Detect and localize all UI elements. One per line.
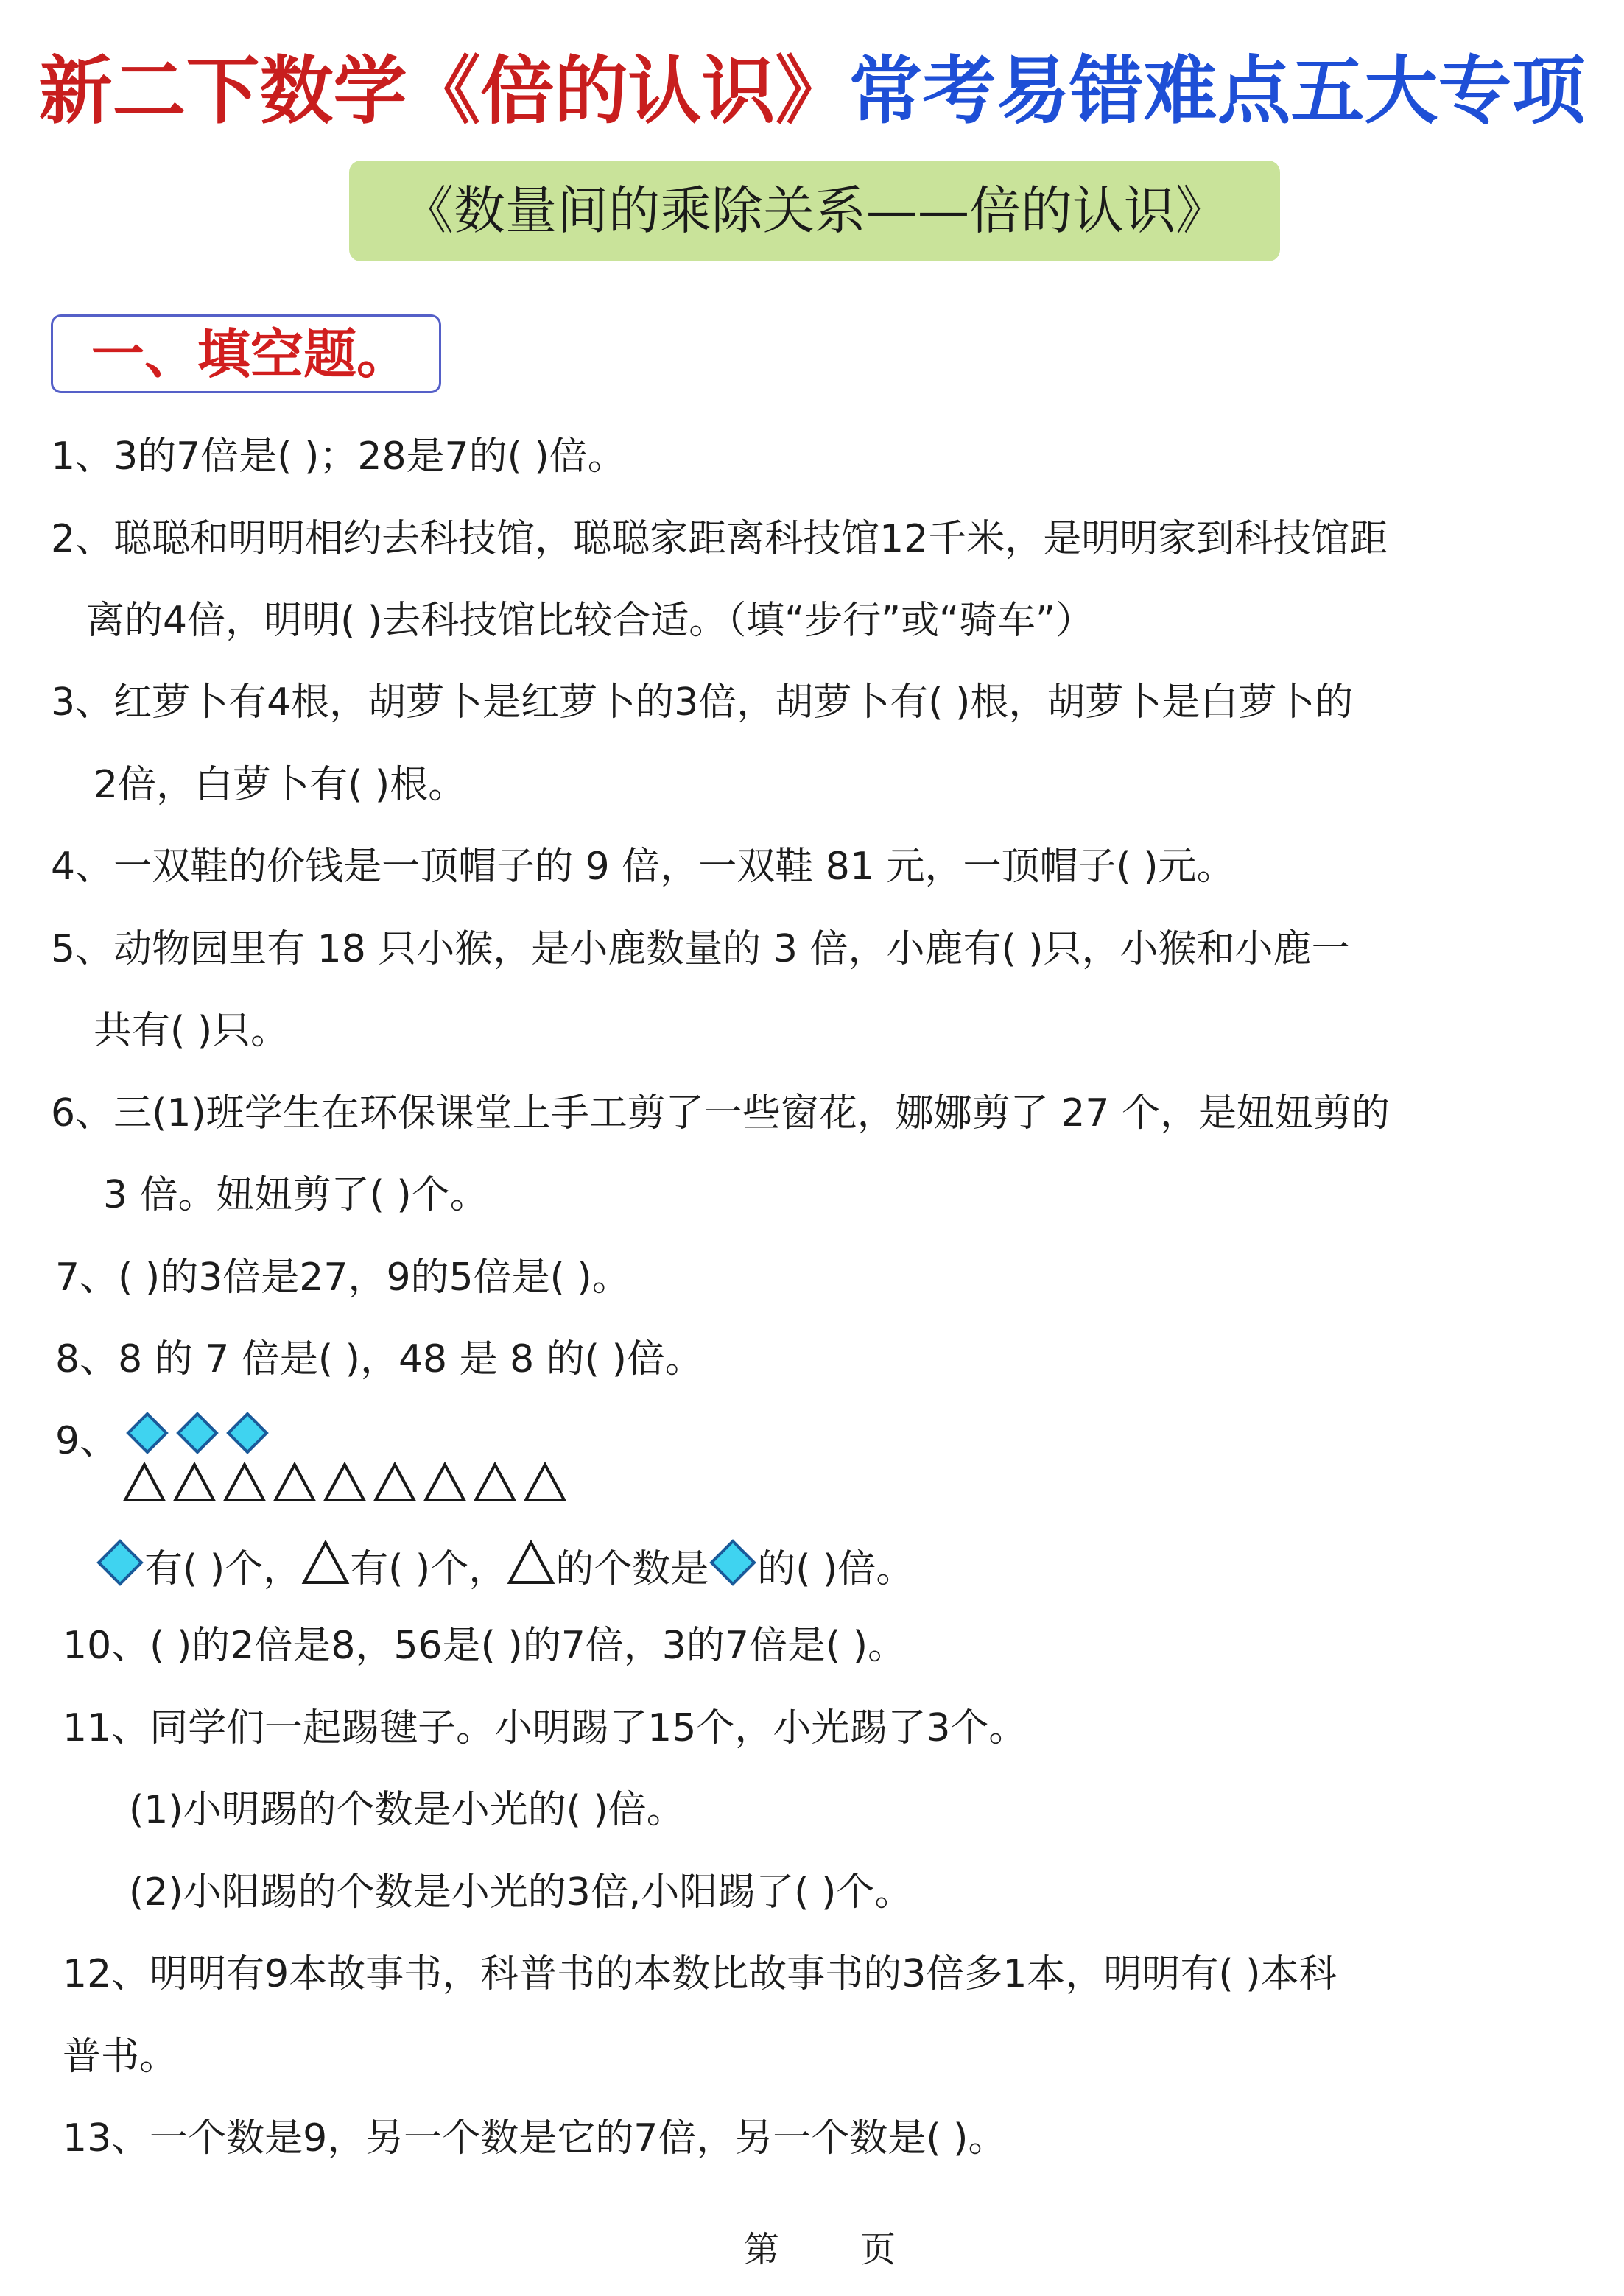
title-part-blue: 常考易错难点五大专项 — [848, 47, 1586, 134]
q9-triangle-count-text: 有( )个， — [350, 1546, 507, 1591]
question-5-line-2: 共有( )只。 — [94, 1009, 289, 1053]
question-9-number: 9、 — [55, 1419, 119, 1463]
question-10: 10、( )的2倍是8，56是( )的7倍，3的7倍是( )。 — [63, 1624, 907, 1668]
triangle-icon — [426, 1465, 464, 1500]
triangle-icon — [376, 1465, 414, 1500]
triangle-icon — [326, 1465, 364, 1500]
diamond-icon — [96, 1538, 144, 1604]
question-12-line-2: 普书。 — [63, 2035, 178, 2079]
question-11-part-1: (1)小明踢的个数是小光的( )倍。 — [129, 1788, 685, 1832]
question-4: 4、一双鞋的价钱是一顶帽子的 9 倍，一双鞋 81 元，一顶帽子( )元。 — [51, 845, 1235, 889]
question-5-line-1: 5、动物园里有 18 只小猴，是小鹿数量的 3 倍，小鹿有( )只，小猴和小鹿一 — [51, 927, 1350, 971]
triangle-icon — [225, 1465, 264, 1500]
diamond-icon — [128, 1414, 166, 1452]
footer-right: 页 — [860, 2229, 896, 2270]
section-heading: 一、填空题。 — [51, 314, 441, 393]
q9-times-text: 的( )倍。 — [757, 1546, 915, 1591]
question-9-answer — [96, 1538, 914, 1604]
question-13: 13、一个数是9，另一个数是它的7倍，另一个数是( )。 — [63, 2116, 1007, 2161]
triangle-icon — [275, 1465, 314, 1500]
question-3-line-1: 3、红萝卜有4根，胡萝卜是红萝卜的3倍，胡萝卜有( )根，胡萝卜是白萝卜的 — [51, 680, 1354, 725]
triangle-icon — [526, 1465, 564, 1500]
diamond-icon — [709, 1538, 757, 1604]
diamond-row — [125, 1411, 280, 1455]
question-11-part-2: (2)小阳踢的个数是小光的3倍,小阳踢了( )个。 — [129, 1870, 913, 1915]
page-footer — [744, 2224, 896, 2275]
q9-ratio-text: 的个数是 — [555, 1546, 709, 1591]
question-11: 11、同学们一起踢毽子。小明踢了15个，小光踢了3个。 — [63, 1706, 1027, 1750]
question-7: 7、( )的3倍是27，9的5倍是( )。 — [55, 1256, 630, 1300]
subtitle-banner: 《数量间的乘除关系——倍的认识》 — [349, 161, 1280, 261]
question-12-line-1: 12、明明有9本故事书，科普书的本数比故事书的3倍多1本，明明有( )本科 — [63, 1952, 1337, 1996]
question-2-line-2: 离的4倍，明明( )去科技馆比较合适。（填“步行”或“骑车”） — [86, 599, 1094, 643]
triangle-icon — [476, 1465, 514, 1500]
triangle-icon — [125, 1465, 164, 1500]
footer-left: 第 — [744, 2229, 780, 2270]
q9-diamond-count-text: 有( )个， — [144, 1546, 302, 1591]
title-part-red: 新二下数学 — [38, 47, 407, 134]
title-part-book: 《倍的认识》 — [407, 47, 849, 134]
question-3-line-2: 2倍，白萝卜有( )根。 — [94, 763, 467, 807]
question-1: 1、3的7倍是( )；28是7的( )倍。 — [51, 434, 626, 479]
question-6-line-1: 6、三(1)班学生在环保课堂上手工剪了一些窗花，娜娜剪了 27 个，是妞妞剪的 — [51, 1091, 1390, 1135]
question-8: 8、8 的 7 倍是( )，48 是 8 的( )倍。 — [55, 1337, 703, 1381]
triangle-row — [122, 1460, 579, 1504]
question-6-line-2: 3 倍。妞妞剪了( )个。 — [103, 1173, 488, 1217]
triangle-icon — [301, 1538, 350, 1604]
page-title — [0, 35, 1624, 146]
triangle-icon — [175, 1465, 214, 1500]
triangle-icon — [507, 1538, 555, 1604]
diamond-icon — [228, 1414, 267, 1452]
diamond-icon — [178, 1414, 217, 1452]
question-2-line-1: 2、聪聪和明明相约去科技馆，聪聪家距离科技馆12千米，是明明家到科技馆距 — [51, 517, 1388, 561]
